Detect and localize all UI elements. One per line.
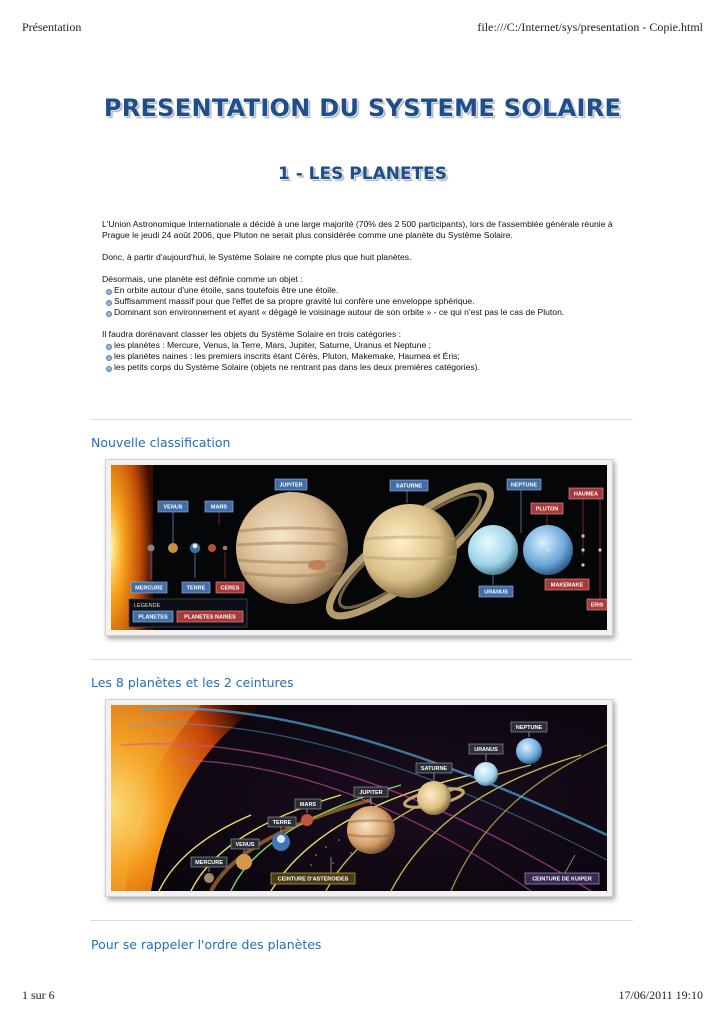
section-title-belts: Les 8 planètes et les 2 ceintures bbox=[91, 675, 294, 690]
print-timestamp: 17/06/2011 19:10 bbox=[618, 988, 703, 1002]
print-footer bbox=[22, 988, 703, 1004]
label-mercure: MERCURE bbox=[135, 585, 163, 592]
intro-paragraph-1: L'Union Astronomique Internationale a décidé à une large majorité (70% des 2 500 participants), lors de l'assemblée générale réunie à Prague le jeudi 24 août 2006, que Pluton ne serait plus considérée comme une planète du Système Solaire. bbox=[102, 219, 613, 240]
intro-paragraph-4: Il faudra dorénavant classer les objets du Système Solaire en trois catégories : bbox=[102, 329, 402, 339]
categories-list bbox=[102, 340, 642, 373]
legend-dwarfs: PLANETES NAINES bbox=[184, 614, 236, 621]
orbit-label-kuiper: CEINTURE DE KUIPER bbox=[532, 876, 592, 883]
orbit-label-venus: VENUS bbox=[235, 842, 255, 848]
intro-paragraph-3: Désormais, une planète est définie comme un objet : bbox=[102, 274, 303, 284]
legend-title: LEGENDE bbox=[134, 603, 161, 609]
orbit-label-terre: TERRE bbox=[272, 820, 292, 826]
orbit-label-neptune: NEPTUNE bbox=[515, 725, 543, 731]
list-item: les petits corps du Système Solaire (objets ne rentrant pas dans les deux premières catégories). bbox=[102, 362, 642, 373]
label-mars: MARS bbox=[210, 504, 228, 511]
label-makemake: MAKEMAKE bbox=[550, 582, 584, 589]
section-divider bbox=[90, 920, 633, 921]
label-venus: VENUS bbox=[163, 504, 183, 511]
label-haumea: HAUMEA bbox=[573, 491, 599, 498]
page-number: 1 sur 6 bbox=[22, 988, 55, 1002]
label-pluton: PLUTON bbox=[535, 506, 559, 513]
section-divider bbox=[90, 419, 633, 420]
list-item: Suffisamment massif pour que l'effet de sa propre gravité lui confère une enveloppe sphérique. bbox=[102, 296, 642, 307]
label-eris: ERIS bbox=[590, 602, 604, 609]
page-subtitle: 1 - LES PLANETES bbox=[277, 164, 448, 184]
label-saturne: SATURNE bbox=[395, 483, 423, 490]
intro-text bbox=[102, 219, 642, 384]
print-header-url: file:///C:/Internet/sys/presentation - Copie.html bbox=[477, 20, 703, 34]
label-terre: TERRE bbox=[186, 585, 206, 592]
intro-paragraph-2: Donc, à partir d'aujourd'hui, le Système Solaire ne compte plus que huit planètes. bbox=[102, 252, 412, 262]
criteria-list bbox=[102, 285, 642, 318]
orbit-label-uranus: URANUS bbox=[474, 747, 498, 753]
list-item: Dominant son environnement et ayant « dégagé le voisinage autour de son orbite » - ce qui n'est pas le cas de Pluton. bbox=[102, 307, 642, 318]
orbit-label-mars: MARS bbox=[299, 802, 317, 808]
print-header bbox=[22, 20, 703, 36]
legend-planets: PLANETES bbox=[138, 614, 168, 621]
list-item: En orbite autour d'une étoile, sans toutefois être une étoile. bbox=[102, 285, 642, 296]
orbits-image bbox=[105, 699, 613, 897]
section-title-classification: Nouvelle classification bbox=[91, 435, 231, 450]
label-ceres: CERES bbox=[220, 585, 240, 592]
label-uranus: URANUS bbox=[484, 589, 508, 596]
label-neptune: NEPTUNE bbox=[510, 482, 538, 489]
orbit-label-asteroides: CEINTURE D'ASTEROIDES bbox=[277, 876, 349, 883]
list-item: les planètes : Mercure, Venus, la Terre, Mars, Jupiter, Saturne, Uranus et Neptune ; bbox=[102, 340, 642, 351]
orbit-label-saturne: SATURNE bbox=[420, 766, 448, 772]
print-header-title: Présentation bbox=[22, 20, 82, 34]
list-item: les planètes naines : les premiers inscrits étant Cérès, Pluton, Makemake, Haumea et Éris; bbox=[102, 351, 642, 362]
legend-box bbox=[129, 599, 247, 627]
classification-image bbox=[105, 459, 613, 636]
section-divider bbox=[90, 659, 633, 660]
page-title: PRESENTATION DU SYSTEME SOLAIRE bbox=[103, 94, 622, 122]
orbit-label-mercure: MERCURE bbox=[195, 860, 223, 866]
section-title-order: Pour se rappeler l'ordre des planètes bbox=[91, 937, 322, 952]
label-jupiter: JUPITER bbox=[279, 482, 303, 489]
orbit-label-jupiter: JUPITER bbox=[359, 790, 383, 796]
